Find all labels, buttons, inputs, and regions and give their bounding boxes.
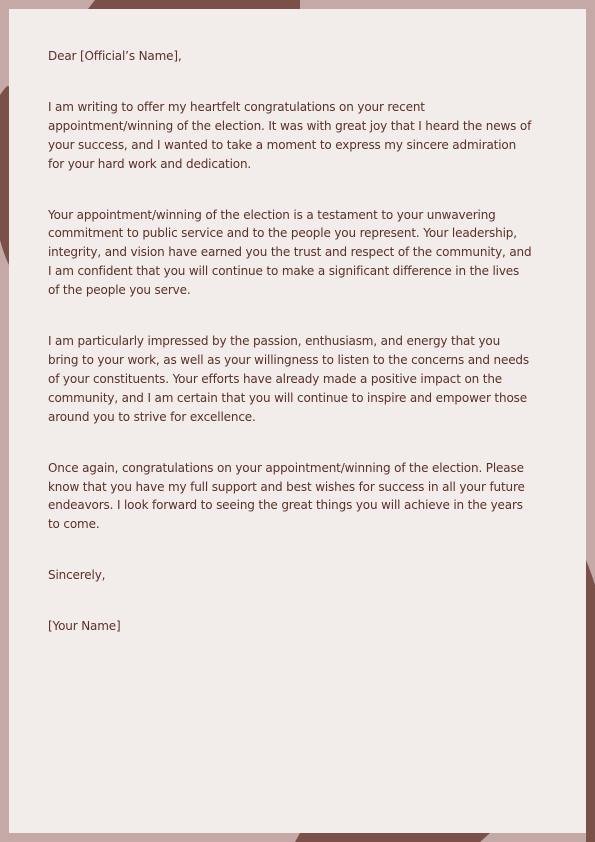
letter-closing: Sincerely, — [48, 568, 106, 583]
letter-salutation: Dear [Official’s Name], — [48, 49, 182, 63]
letter-paragraph-2: Your appointment/winning of the election is a testament to your unwavering commitment to public service and to the people you represent. Your leadership, integrity, and vision have earned you the trust and respect of the community, and I am confident that you will continue to make a significant difference in the lives of the people you serve. — [48, 207, 532, 298]
letter-paragraph-3: I am particularly impressed by the passion, enthusiasm, and energy that you bring to your work, as well as your willingness to listen to the concerns and needs of your constituents. Your efforts have already made a positive impact on the community, and I am certain that you will continue to inspire and empower those around you to strive for excellence. — [48, 334, 530, 424]
letter-signature: [Your Name] — [48, 619, 121, 634]
letter-paragraph-4: Once again, congratulations on your appointment/winning of the election. Please know that you have my full support and best wishes for success in all your future endeavors. I look forward to seeing the great things you will achieve in the years to come. — [48, 460, 525, 532]
letter-body — [48, 47, 534, 636]
letter-paragraph-1: I am writing to offer my heartfelt congratulations on your recent appointment/winning of the election. It was with great joy that I heard the news of your success, and I wanted to take a moment to express my sincere admiration for your hard work and dedication. — [48, 99, 532, 171]
